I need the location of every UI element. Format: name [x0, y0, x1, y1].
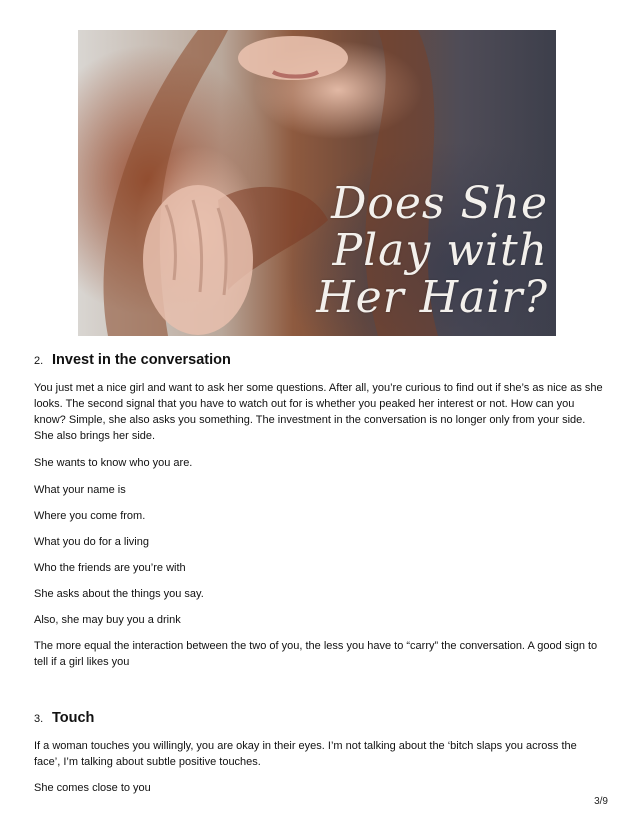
section-heading-touch — [34, 710, 94, 726]
paragraph: The more equal the interaction between the two of you, the less you have to “carry” the conversation. A good sign to tell if a girl likes you — [34, 640, 598, 668]
hero-title-line: Does She — [331, 178, 548, 229]
paragraph: Also, she may buy you a drink — [34, 614, 181, 626]
paragraph: What your name is — [34, 484, 126, 496]
paragraph: You just met a nice girl and want to ask her some questions. After all, you’re curious to find out if she’s as nice as she looks. The second signal that you have to watch out for is whether you peaked her interest or not. How can you know? Simple, she also asks you something. The investment in the conversation is no longer only from your side. She also brings her side. — [34, 382, 603, 442]
section-number: 2. — [34, 355, 44, 367]
paragraph: She asks about the things you say. — [34, 588, 204, 600]
page-number: 3/9 — [594, 796, 608, 807]
section-heading-invest — [34, 352, 231, 368]
section-title: Invest in the conversation — [52, 352, 231, 368]
paragraph: She comes close to you — [34, 782, 151, 794]
hero-title-line: Play with — [332, 225, 548, 276]
hero-image — [78, 30, 556, 336]
hero-title-overlay — [308, 178, 548, 323]
paragraph: Where you come from. — [34, 510, 146, 522]
hero-title-line: Her Hair? — [316, 272, 548, 323]
section-title: Touch — [52, 710, 95, 726]
paragraph: Who the friends are you’re with — [34, 562, 186, 574]
section-number: 3. — [34, 713, 44, 725]
paragraph: What you do for a living — [34, 536, 149, 548]
paragraph: She wants to know who you are. — [34, 457, 193, 469]
paragraph: If a woman touches you willingly, you are okay in their eyes. I’m not talking about the ‘bitch slaps you across the face’, I’m talking about subtle positive touches. — [34, 740, 577, 768]
